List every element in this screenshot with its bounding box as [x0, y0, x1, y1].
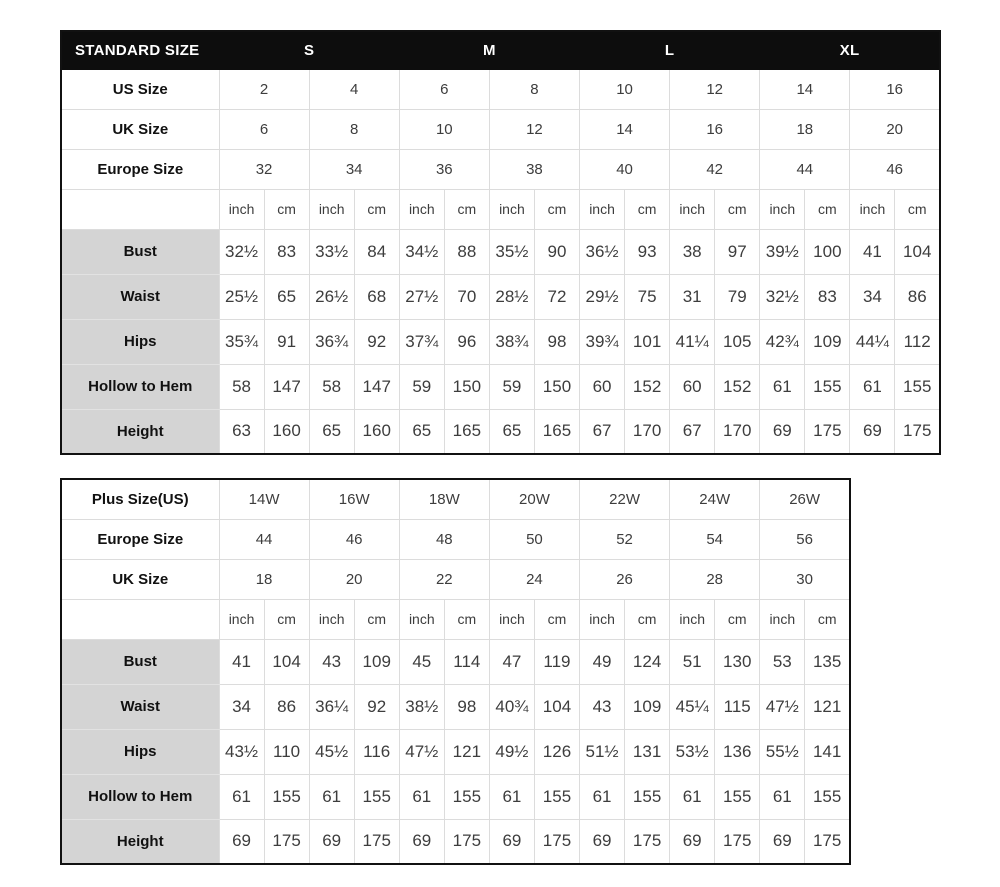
- measure-value-cell: 160: [264, 409, 309, 454]
- table-title: STANDARD SIZE: [61, 31, 219, 69]
- measure-value-cell: 65: [264, 274, 309, 319]
- measure-value-cell: 96: [444, 319, 489, 364]
- unit-cm-cell: cm: [625, 599, 670, 639]
- row-label: Hollow to Hem: [61, 774, 219, 819]
- measure-value-cell: 42¾: [760, 319, 805, 364]
- measure-value-cell: 165: [534, 409, 579, 454]
- measure-value-cell: 28½: [489, 274, 534, 319]
- size-value-cell: 14: [760, 69, 850, 109]
- measure-value-cell: 152: [625, 364, 670, 409]
- measure-value-cell: 175: [895, 409, 940, 454]
- measure-row: [61, 319, 940, 364]
- measure-value-cell: 155: [264, 774, 309, 819]
- unit-inch-cell: inch: [309, 189, 354, 229]
- measure-value-cell: 47: [489, 639, 534, 684]
- size-value-cell: 24W: [670, 479, 760, 519]
- measure-value-cell: 49½: [489, 729, 534, 774]
- measure-value-cell: 101: [625, 319, 670, 364]
- measure-value-cell: 31: [670, 274, 715, 319]
- size-value-cell: 44: [760, 149, 850, 189]
- unit-cm-cell: cm: [354, 189, 399, 229]
- measure-value-cell: 38½: [399, 684, 444, 729]
- row-label: Europe Size: [61, 149, 219, 189]
- measure-value-cell: 41: [219, 639, 264, 684]
- unit-row: [61, 189, 940, 229]
- measure-value-cell: 69: [399, 819, 444, 864]
- size-value-cell: 34: [309, 149, 399, 189]
- unit-cm-cell: cm: [805, 189, 850, 229]
- row-label: UK Size: [61, 559, 219, 599]
- size-value-cell: 10: [399, 109, 489, 149]
- size-value-cell: 36: [399, 149, 489, 189]
- measure-value-cell: 32½: [760, 274, 805, 319]
- measure-value-cell: 36¼: [309, 684, 354, 729]
- size-value-cell: 30: [760, 559, 850, 599]
- size-row: [61, 69, 940, 109]
- row-label: Hips: [61, 319, 219, 364]
- row-label: Height: [61, 819, 219, 864]
- measure-value-cell: 115: [715, 684, 760, 729]
- measure-value-cell: 45: [399, 639, 444, 684]
- measure-value-cell: 58: [309, 364, 354, 409]
- measure-value-cell: 53: [760, 639, 805, 684]
- measure-row: [61, 274, 940, 319]
- measure-value-cell: 88: [444, 229, 489, 274]
- size-row: [61, 479, 850, 519]
- standard-size-table-body: [61, 31, 940, 454]
- measure-value-cell: 97: [715, 229, 760, 274]
- measure-value-cell: 68: [354, 274, 399, 319]
- row-label: Bust: [61, 229, 219, 274]
- measure-value-cell: 114: [444, 639, 489, 684]
- measure-value-cell: 36½: [580, 229, 625, 274]
- size-value-cell: 8: [309, 109, 399, 149]
- unit-inch-cell: inch: [580, 189, 625, 229]
- measure-value-cell: 160: [354, 409, 399, 454]
- measure-value-cell: 67: [670, 409, 715, 454]
- row-label: Europe Size: [61, 519, 219, 559]
- measure-value-cell: 43½: [219, 729, 264, 774]
- measure-value-cell: 47½: [399, 729, 444, 774]
- measure-value-cell: 51½: [580, 729, 625, 774]
- measure-value-cell: 175: [625, 819, 670, 864]
- size-value-cell: 48: [399, 519, 489, 559]
- measure-value-cell: 37¾: [399, 319, 444, 364]
- size-value-cell: 6: [219, 109, 309, 149]
- measure-value-cell: 65: [309, 409, 354, 454]
- unit-inch-cell: inch: [760, 599, 805, 639]
- measure-row: [61, 639, 850, 684]
- unit-inch-cell: inch: [580, 599, 625, 639]
- measure-value-cell: 93: [625, 229, 670, 274]
- measure-value-cell: 155: [534, 774, 579, 819]
- size-group-header: S: [219, 31, 399, 69]
- size-value-cell: 22: [399, 559, 489, 599]
- unit-inch-cell: inch: [670, 599, 715, 639]
- measure-value-cell: 98: [534, 319, 579, 364]
- size-value-cell: 18: [219, 559, 309, 599]
- size-value-cell: 54: [670, 519, 760, 559]
- measure-value-cell: 53½: [670, 729, 715, 774]
- measure-value-cell: 86: [264, 684, 309, 729]
- size-value-cell: 10: [580, 69, 670, 109]
- measure-value-cell: 51: [670, 639, 715, 684]
- measure-value-cell: 90: [534, 229, 579, 274]
- measure-value-cell: 59: [489, 364, 534, 409]
- measure-value-cell: 86: [895, 274, 940, 319]
- measure-value-cell: 147: [354, 364, 399, 409]
- measure-value-cell: 47½: [760, 684, 805, 729]
- measure-value-cell: 63: [219, 409, 264, 454]
- measure-value-cell: 33½: [309, 229, 354, 274]
- measure-value-cell: 69: [489, 819, 534, 864]
- size-value-cell: 18: [760, 109, 850, 149]
- size-value-cell: 20: [309, 559, 399, 599]
- measure-value-cell: 141: [805, 729, 850, 774]
- measure-value-cell: 104: [534, 684, 579, 729]
- measure-value-cell: 136: [715, 729, 760, 774]
- measure-value-cell: 72: [534, 274, 579, 319]
- measure-value-cell: 39¾: [580, 319, 625, 364]
- unit-inch-cell: inch: [399, 189, 444, 229]
- measure-value-cell: 116: [354, 729, 399, 774]
- measure-value-cell: 43: [580, 684, 625, 729]
- measure-value-cell: 175: [264, 819, 309, 864]
- unit-cm-cell: cm: [264, 599, 309, 639]
- measure-row: [61, 364, 940, 409]
- plus-size-table-body: [61, 479, 850, 864]
- measure-value-cell: 79: [715, 274, 760, 319]
- measure-value-cell: 38¾: [489, 319, 534, 364]
- unit-row: [61, 599, 850, 639]
- measure-value-cell: 109: [805, 319, 850, 364]
- measure-value-cell: 65: [399, 409, 444, 454]
- measure-value-cell: 60: [670, 364, 715, 409]
- measure-value-cell: 41¼: [670, 319, 715, 364]
- measure-value-cell: 100: [805, 229, 850, 274]
- unit-cm-cell: cm: [534, 599, 579, 639]
- measure-value-cell: 70: [444, 274, 489, 319]
- measure-value-cell: 175: [805, 409, 850, 454]
- measure-value-cell: 119: [534, 639, 579, 684]
- size-value-cell: 14: [580, 109, 670, 149]
- measure-row: [61, 774, 850, 819]
- measure-value-cell: 124: [625, 639, 670, 684]
- unit-cm-cell: cm: [354, 599, 399, 639]
- measure-value-cell: 109: [354, 639, 399, 684]
- measure-value-cell: 25½: [219, 274, 264, 319]
- measure-value-cell: 69: [670, 819, 715, 864]
- measure-row: [61, 409, 940, 454]
- row-label: Height: [61, 409, 219, 454]
- measure-value-cell: 34: [850, 274, 895, 319]
- size-value-cell: 16: [850, 69, 940, 109]
- measure-value-cell: 59: [399, 364, 444, 409]
- size-value-cell: 52: [580, 519, 670, 559]
- size-group-header: XL: [760, 31, 940, 69]
- measure-value-cell: 36¾: [309, 319, 354, 364]
- measure-value-cell: 147: [264, 364, 309, 409]
- measure-value-cell: 83: [264, 229, 309, 274]
- unit-inch-cell: inch: [850, 189, 895, 229]
- measure-value-cell: 35½: [489, 229, 534, 274]
- measure-value-cell: 175: [715, 819, 760, 864]
- measure-value-cell: 175: [805, 819, 850, 864]
- unit-cm-cell: cm: [715, 189, 760, 229]
- size-value-cell: 16: [670, 109, 760, 149]
- unit-inch-cell: inch: [760, 189, 805, 229]
- unit-cm-cell: cm: [715, 599, 760, 639]
- size-value-cell: 24: [489, 559, 579, 599]
- measure-value-cell: 69: [219, 819, 264, 864]
- measure-value-cell: 38: [670, 229, 715, 274]
- measure-value-cell: 35¾: [219, 319, 264, 364]
- measure-value-cell: 61: [580, 774, 625, 819]
- measure-value-cell: 104: [895, 229, 940, 274]
- size-value-cell: 20W: [489, 479, 579, 519]
- measure-value-cell: 130: [715, 639, 760, 684]
- unit-inch-cell: inch: [489, 189, 534, 229]
- size-value-cell: 32: [219, 149, 309, 189]
- size-group-header: L: [580, 31, 760, 69]
- unit-inch-cell: inch: [219, 599, 264, 639]
- measure-value-cell: 40¾: [489, 684, 534, 729]
- measure-value-cell: 65: [489, 409, 534, 454]
- measure-value-cell: 155: [354, 774, 399, 819]
- measure-value-cell: 45½: [309, 729, 354, 774]
- measure-value-cell: 69: [760, 819, 805, 864]
- measure-value-cell: 150: [444, 364, 489, 409]
- measure-value-cell: 58: [219, 364, 264, 409]
- measure-value-cell: 27½: [399, 274, 444, 319]
- measure-value-cell: 121: [805, 684, 850, 729]
- measure-value-cell: 104: [264, 639, 309, 684]
- measure-value-cell: 45¼: [670, 684, 715, 729]
- measure-value-cell: 152: [715, 364, 760, 409]
- measure-value-cell: 43: [309, 639, 354, 684]
- table-header-row: [61, 31, 940, 69]
- size-value-cell: 44: [219, 519, 309, 559]
- measure-value-cell: 121: [444, 729, 489, 774]
- measure-value-cell: 69: [760, 409, 805, 454]
- unit-row-empty-label: [61, 189, 219, 229]
- measure-value-cell: 41: [850, 229, 895, 274]
- measure-value-cell: 84: [354, 229, 399, 274]
- measure-value-cell: 32½: [219, 229, 264, 274]
- size-value-cell: 12: [489, 109, 579, 149]
- unit-cm-cell: cm: [895, 189, 940, 229]
- size-value-cell: 56: [760, 519, 850, 559]
- measure-value-cell: 83: [805, 274, 850, 319]
- row-label: Waist: [61, 684, 219, 729]
- size-value-cell: 42: [670, 149, 760, 189]
- plus-size-table: [60, 478, 851, 865]
- measure-value-cell: 92: [354, 319, 399, 364]
- measure-value-cell: 155: [805, 774, 850, 819]
- measure-value-cell: 109: [625, 684, 670, 729]
- measure-value-cell: 175: [354, 819, 399, 864]
- measure-value-cell: 49: [580, 639, 625, 684]
- measure-value-cell: 61: [850, 364, 895, 409]
- unit-cm-cell: cm: [534, 189, 579, 229]
- measure-value-cell: 39½: [760, 229, 805, 274]
- measure-value-cell: 34½: [399, 229, 444, 274]
- measure-value-cell: 155: [805, 364, 850, 409]
- measure-value-cell: 61: [309, 774, 354, 819]
- size-row: [61, 109, 940, 149]
- size-value-cell: 6: [399, 69, 489, 109]
- size-row: [61, 559, 850, 599]
- measure-value-cell: 98: [444, 684, 489, 729]
- row-label: Waist: [61, 274, 219, 319]
- size-value-cell: 26: [580, 559, 670, 599]
- row-label: Hollow to Hem: [61, 364, 219, 409]
- measure-row: [61, 819, 850, 864]
- unit-cm-cell: cm: [444, 189, 489, 229]
- measure-value-cell: 44¼: [850, 319, 895, 364]
- measure-value-cell: 112: [895, 319, 940, 364]
- measure-value-cell: 155: [895, 364, 940, 409]
- size-value-cell: 22W: [580, 479, 670, 519]
- measure-value-cell: 29½: [580, 274, 625, 319]
- measure-value-cell: 61: [760, 364, 805, 409]
- measure-value-cell: 175: [444, 819, 489, 864]
- measure-value-cell: 26½: [309, 274, 354, 319]
- size-value-cell: 46: [309, 519, 399, 559]
- measure-value-cell: 61: [670, 774, 715, 819]
- measure-value-cell: 69: [309, 819, 354, 864]
- measure-value-cell: 155: [715, 774, 760, 819]
- size-row: [61, 149, 940, 189]
- measure-value-cell: 61: [219, 774, 264, 819]
- size-value-cell: 26W: [760, 479, 850, 519]
- measure-value-cell: 155: [444, 774, 489, 819]
- unit-inch-cell: inch: [309, 599, 354, 639]
- unit-cm-cell: cm: [444, 599, 489, 639]
- unit-cm-cell: cm: [264, 189, 309, 229]
- size-value-cell: 12: [670, 69, 760, 109]
- unit-cm-cell: cm: [805, 599, 850, 639]
- measure-value-cell: 34: [219, 684, 264, 729]
- row-label: US Size: [61, 69, 219, 109]
- size-group-header: M: [399, 31, 579, 69]
- measure-value-cell: 75: [625, 274, 670, 319]
- measure-value-cell: 67: [580, 409, 625, 454]
- measure-value-cell: 165: [444, 409, 489, 454]
- measure-value-cell: 91: [264, 319, 309, 364]
- standard-size-table: [60, 30, 941, 455]
- measure-value-cell: 105: [715, 319, 760, 364]
- measure-value-cell: 155: [625, 774, 670, 819]
- unit-inch-cell: inch: [670, 189, 715, 229]
- measure-value-cell: 150: [534, 364, 579, 409]
- measure-value-cell: 55½: [760, 729, 805, 774]
- row-label: UK Size: [61, 109, 219, 149]
- measure-value-cell: 60: [580, 364, 625, 409]
- measure-value-cell: 61: [760, 774, 805, 819]
- row-label: Plus Size(US): [61, 479, 219, 519]
- size-value-cell: 20: [850, 109, 940, 149]
- size-value-cell: 4: [309, 69, 399, 109]
- measure-row: [61, 729, 850, 774]
- size-row: [61, 519, 850, 559]
- unit-row-empty-label: [61, 599, 219, 639]
- unit-inch-cell: inch: [219, 189, 264, 229]
- measure-value-cell: 170: [715, 409, 760, 454]
- measure-value-cell: 170: [625, 409, 670, 454]
- size-value-cell: 18W: [399, 479, 489, 519]
- size-value-cell: 14W: [219, 479, 309, 519]
- size-value-cell: 16W: [309, 479, 399, 519]
- measure-value-cell: 92: [354, 684, 399, 729]
- measure-value-cell: 110: [264, 729, 309, 774]
- size-value-cell: 28: [670, 559, 760, 599]
- row-label: Bust: [61, 639, 219, 684]
- measure-value-cell: 131: [625, 729, 670, 774]
- size-value-cell: 40: [580, 149, 670, 189]
- measure-value-cell: 126: [534, 729, 579, 774]
- size-value-cell: 2: [219, 69, 309, 109]
- measure-row: [61, 229, 940, 274]
- size-value-cell: 8: [489, 69, 579, 109]
- measure-value-cell: 175: [534, 819, 579, 864]
- measure-value-cell: 69: [850, 409, 895, 454]
- unit-inch-cell: inch: [399, 599, 444, 639]
- measure-value-cell: 69: [580, 819, 625, 864]
- size-value-cell: 50: [489, 519, 579, 559]
- size-value-cell: 38: [489, 149, 579, 189]
- measure-row: [61, 684, 850, 729]
- row-label: Hips: [61, 729, 219, 774]
- size-value-cell: 46: [850, 149, 940, 189]
- measure-value-cell: 61: [489, 774, 534, 819]
- measure-value-cell: 61: [399, 774, 444, 819]
- unit-inch-cell: inch: [489, 599, 534, 639]
- unit-cm-cell: cm: [625, 189, 670, 229]
- measure-value-cell: 135: [805, 639, 850, 684]
